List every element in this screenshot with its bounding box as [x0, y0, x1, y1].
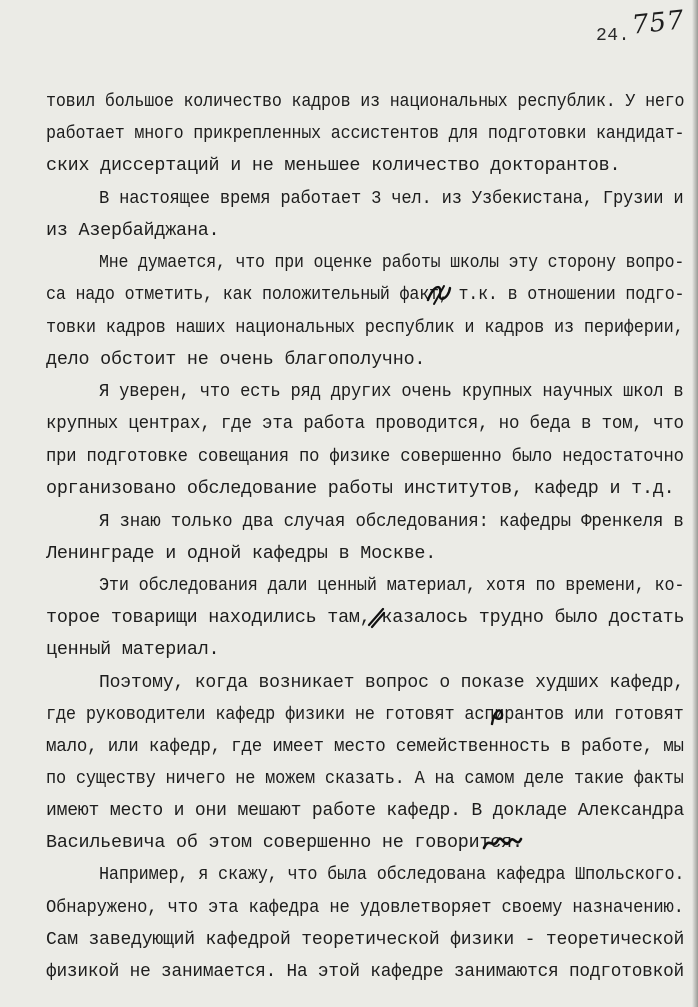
text-line: Сам заведующий кафедрой теоретической физики - теоретической — [46, 929, 685, 950]
ink-correction-mark — [488, 702, 506, 728]
text-line: Например, я скажу, что была обследована кафедра Шпольского. — [99, 864, 685, 885]
text-line: работает много прикрепленных ассистентов для подготовки кандидат- — [46, 123, 685, 144]
text-line: Эти обследования дали ценный материал, хотя по времени, ко- — [99, 575, 685, 596]
text-line: Мне думается, что при оценке работы школы эту сторону вопро- — [99, 252, 685, 273]
text-line: имеют место и они мешают работе кафедр. В докладе Александра — [46, 800, 685, 821]
text-line: В настоящее время работает 3 чел. из Узбекистана, Грузии и — [99, 188, 684, 209]
text-line: по существу ничего не можем сказать. А на самом деле такие факты — [46, 768, 684, 789]
page-edge-shadow — [692, 0, 698, 1007]
page-number: 24. — [596, 26, 630, 46]
text-line: дело обстоит не очень благополучно. — [46, 349, 426, 370]
text-line: где руководители кафедр физики не готовят аспирантов или готовят — [46, 704, 684, 725]
text-line: товил большое количество кадров из национальных республик. У него — [46, 91, 685, 112]
text-line: Обнаружено, что эта кафедра не удовлетворяет своему назначению. — [46, 897, 684, 918]
text-line: торое товарищи находились там, казалось трудно было достать — [46, 607, 685, 628]
text-line: организовано обследование работы институтов, кафедр и т.д. — [46, 478, 675, 499]
ink-scribble-mark — [481, 832, 523, 854]
text-line: товки кадров наших национальных республик и кадров из периферии, — [46, 317, 684, 338]
text-line: Поэтому, когда возникает вопрос о показе худших кафедр, — [99, 672, 684, 693]
ink-correction-mark — [366, 605, 386, 631]
text-line: Васильевича об этом совершенно не говорится. — [46, 832, 523, 853]
text-line: мало, или кафедр, где имеет место семейственность в работе, мы — [46, 736, 684, 757]
text-line: Я уверен, что есть ряд других очень крупных научных школ в — [99, 381, 684, 402]
text-line: Ленинграде и одной кафедры в Москве. — [46, 543, 437, 564]
text-line: физикой не занимается. На этой кафедре занимаются подготовкой — [46, 961, 685, 982]
text-line: из Азербайджана. — [46, 220, 220, 241]
text-line: са надо отметить, как положительный факт, т.к. в отношении подго- — [46, 284, 685, 305]
text-line: крупных центрах, где эта работа проводится, но беда в том, что — [46, 413, 684, 434]
ink-correction-mark — [424, 280, 454, 308]
text-line: при подготовке совещания по физике совершенно было недостаточно — [46, 446, 684, 467]
handwritten-archive-number: 757 — [630, 5, 687, 41]
text-line: ценный материал. — [46, 639, 220, 660]
text-line: Я знаю только два случая обследования: кафедры Френкеля в — [99, 511, 684, 532]
text-line: ских диссертаций и не меньшее количество докторантов. — [46, 155, 621, 176]
